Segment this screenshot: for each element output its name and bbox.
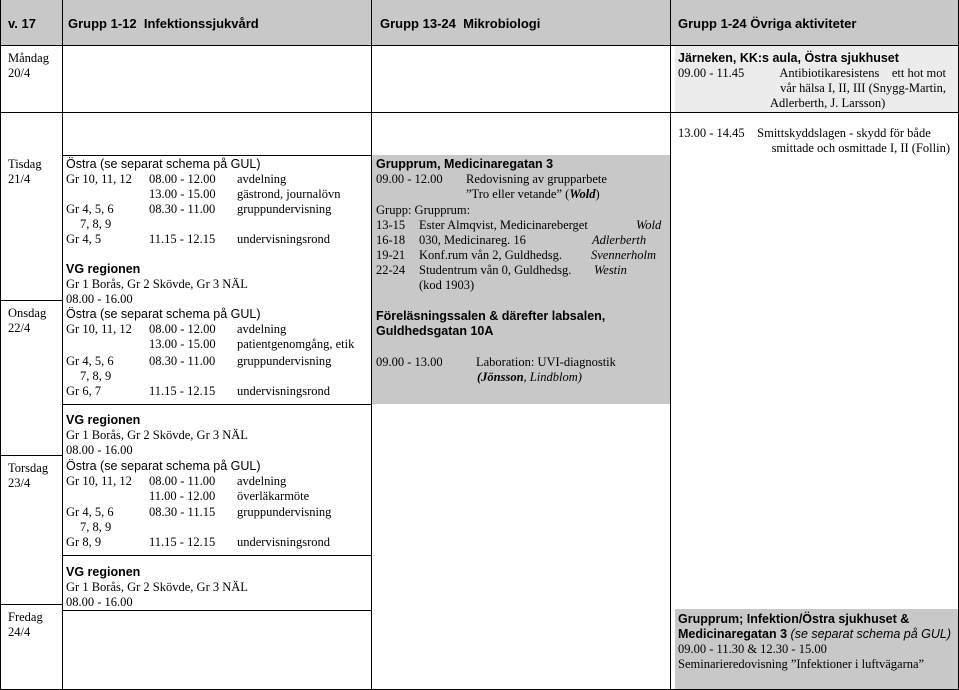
activity-label: undervisningsrond: [237, 384, 331, 398]
activity-label: avdelning: [237, 172, 287, 186]
group-label: Gr 10, 11, 12: [66, 474, 132, 488]
tue-other-line1: 13.00 - 14.45 Smittskyddslagen - skydd för både: [678, 126, 931, 140]
day-tuesday: [8, 157, 42, 187]
vg-groups: Gr 1 Borås, Gr 2 Skövde, Gr 3 NÄL: [66, 277, 248, 291]
grid-line: [62, 610, 371, 611]
fri-other-note: (se separat schema på GUL): [790, 627, 952, 641]
mikro-code: (kod 1903): [419, 278, 475, 292]
day-date: 20/4: [8, 66, 31, 80]
grid-line: [62, 404, 371, 405]
grid-line: [0, 0, 1, 690]
mikro-group-id: 22-24: [376, 263, 406, 277]
time-label: 08.00 - 11.00: [149, 474, 216, 488]
group-label: 7, 8, 9: [80, 217, 112, 231]
time-label: 11.15 - 12.15: [149, 384, 216, 398]
fri-other-place: [678, 627, 951, 642]
mikro-time: 09.00 - 12.00: [376, 172, 443, 186]
fri-other-place-name: Medicinaregatan 3: [678, 627, 791, 641]
group-label: Gr 4, 5, 6: [66, 354, 114, 368]
grid-line: [62, 0, 63, 690]
mikro-heading: Grupprum, Medicinaregatan 3: [376, 157, 554, 171]
mon-other-line1: Antibiotikaresistens ett hot mot: [779, 66, 946, 80]
fri-other-activity: Seminarieredovisning ”Infektioner i luftvägarna”: [678, 657, 925, 671]
mikro-activity-title: [466, 187, 600, 202]
day-date: 22/4: [8, 321, 31, 335]
day-date: 23/4: [8, 476, 31, 490]
mon-other-time: 09.00 - 11.45: [678, 66, 745, 80]
day-date: 21/4: [8, 172, 31, 186]
vg-heading: VG regionen: [66, 413, 141, 427]
day-friday: [8, 610, 43, 640]
grid-line: [0, 604, 62, 605]
mikro-group-id: 16-18: [376, 233, 406, 247]
time-label: 08.30 - 11.00: [149, 202, 216, 216]
day-name: Onsdag: [8, 306, 47, 320]
time-label: 11.15 - 12.15: [149, 232, 216, 246]
mikro-teachers: [477, 370, 582, 385]
mikro-heading: Guldhedsgatan 10A: [376, 324, 494, 338]
week-label: v. 17: [8, 16, 36, 31]
time-label: 11.15 - 12.15: [149, 535, 216, 549]
vg-heading: VG regionen: [66, 565, 141, 579]
grid-line: [0, 455, 62, 456]
block-heading: Östra (se separat schema på GUL): [66, 307, 261, 321]
grid-line: [62, 155, 371, 156]
mikro-teacher: Wold: [569, 187, 596, 201]
vg-groups: Gr 1 Borås, Gr 2 Skövde, Gr 3 NÄL: [66, 428, 248, 442]
mikro-teacher: Adlerberth: [592, 233, 647, 247]
col-header-ovriga: Grupp 1-24 Övriga aktiviteter: [678, 16, 857, 31]
vg-groups: Gr 1 Borås, Gr 2 Skövde, Gr 3 NÄL: [66, 580, 248, 594]
activity-label: gruppundervisning: [237, 202, 332, 216]
day-date: 24/4: [8, 625, 31, 639]
time-label: 13.00 - 15.00: [149, 337, 216, 351]
vg-time: 08.00 - 16.00: [66, 292, 133, 306]
tue-other-line2: smittade och osmittade I, II (Follin): [771, 141, 950, 155]
day-name: Torsdag: [8, 461, 49, 475]
mikro-teacher: (Jönsson: [477, 370, 524, 384]
time-label: 11.00 - 12.00: [149, 489, 216, 503]
activity-label: undervisningsrond: [237, 232, 331, 246]
mikro-group-id: 13-15: [376, 218, 406, 232]
day-monday: [8, 51, 49, 81]
time-label: 13.00 - 15.00: [149, 187, 216, 201]
mikro-teacher: Svennerholm: [591, 248, 657, 262]
mikro-teacher: , Lindblom): [523, 370, 582, 384]
mikro-heading: Föreläsningssalen & därefter labsalen,: [376, 309, 606, 323]
time-label: 08.00 - 12.00: [149, 322, 216, 336]
mikro-room: Konf.rum vån 2, Guldhedsg.: [419, 248, 563, 262]
grid-line: [0, 112, 959, 113]
vg-heading: VG regionen: [66, 262, 141, 276]
time-label: 08.30 - 11.00: [149, 354, 216, 368]
time-label: 08.30 - 11.15: [149, 505, 216, 519]
block-heading: Östra (se separat schema på GUL): [66, 459, 261, 473]
activity-label: överläkarmöte: [237, 489, 310, 503]
grid-line: [0, 300, 62, 301]
mikro-time: 09.00 - 13.00: [376, 355, 443, 369]
group-label: Gr 6, 7: [66, 384, 102, 398]
day-name: Fredag: [8, 610, 43, 624]
fri-other-heading: Grupprum; Infektion/Östra sjukhuset &: [678, 612, 910, 626]
group-label: Gr 10, 11, 12: [66, 172, 132, 186]
block-heading: Östra (se separat schema på GUL): [66, 157, 261, 171]
group-label: Gr 8, 9: [66, 535, 102, 549]
col-header-infektion: Grupp 1-12 Infektionssjukvård: [68, 16, 259, 31]
vg-time: 08.00 - 16.00: [66, 595, 133, 609]
day-name: Måndag: [8, 51, 49, 65]
mikro-room: 030, Medicinareg. 16: [419, 233, 526, 247]
fri-other-time: 09.00 - 11.30 & 12.30 - 15.00: [678, 642, 827, 656]
mikro-group-id: 19-21: [376, 248, 406, 262]
activity-label: avdelning: [237, 474, 287, 488]
day-thursday: [8, 461, 48, 491]
mon-other-place: Järneken, KK:s aula, Östra sjukhuset: [678, 51, 899, 65]
day-wednesday: [8, 306, 46, 336]
group-label: Gr 4, 5: [66, 232, 102, 246]
activity-label: gästrond, journalövn: [237, 187, 341, 201]
mikro-teacher: Wold: [636, 218, 662, 232]
mikro-activity: Laboration: UVI-diagnostik: [476, 355, 616, 369]
mikro-room: Ester Almqvist, Medicinareberget: [419, 218, 588, 232]
mikro-paren: ): [595, 187, 600, 201]
mikro-group-heading: Grupp: Grupprum:: [376, 203, 471, 217]
activity-label: avdelning: [237, 322, 287, 336]
activity-label: patientgenomgång, etik: [237, 337, 355, 351]
mikro-activity-title-text: ”Tro eller vetande” (: [466, 187, 570, 201]
activity-label: undervisningsrond: [237, 535, 331, 549]
activity-label: gruppundervisning: [237, 505, 332, 519]
grid-line: [670, 0, 671, 690]
group-label: Gr 4, 5, 6: [66, 202, 114, 216]
day-name: Tisdag: [8, 157, 42, 171]
time-label: 08.00 - 12.00: [149, 172, 216, 186]
mikro-teacher: Westin: [594, 263, 627, 277]
mikro-room: Studentrum vån 0, Guldhedsg.: [419, 263, 572, 277]
group-label: Gr 4, 5, 6: [66, 505, 114, 519]
vg-time: 08.00 - 16.00: [66, 443, 133, 457]
grid-line: [62, 555, 371, 556]
mon-other-line2: vår hälsa I, II, III (Snygg-Martin,: [780, 81, 946, 95]
group-label: 7, 8, 9: [80, 520, 112, 534]
col-header-mikrobiologi: Grupp 13-24 Mikrobiologi: [380, 16, 541, 31]
mikro-activity: Redovisning av grupparbete: [466, 172, 607, 186]
group-label: Gr 10, 11, 12: [66, 322, 132, 336]
activity-label: gruppundervisning: [237, 354, 332, 368]
grid-line: [371, 0, 372, 690]
group-label: 7, 8, 9: [80, 369, 112, 383]
grid-line: [0, 45, 959, 46]
mon-other-line3: Adlerberth, J. Larsson): [770, 96, 886, 110]
